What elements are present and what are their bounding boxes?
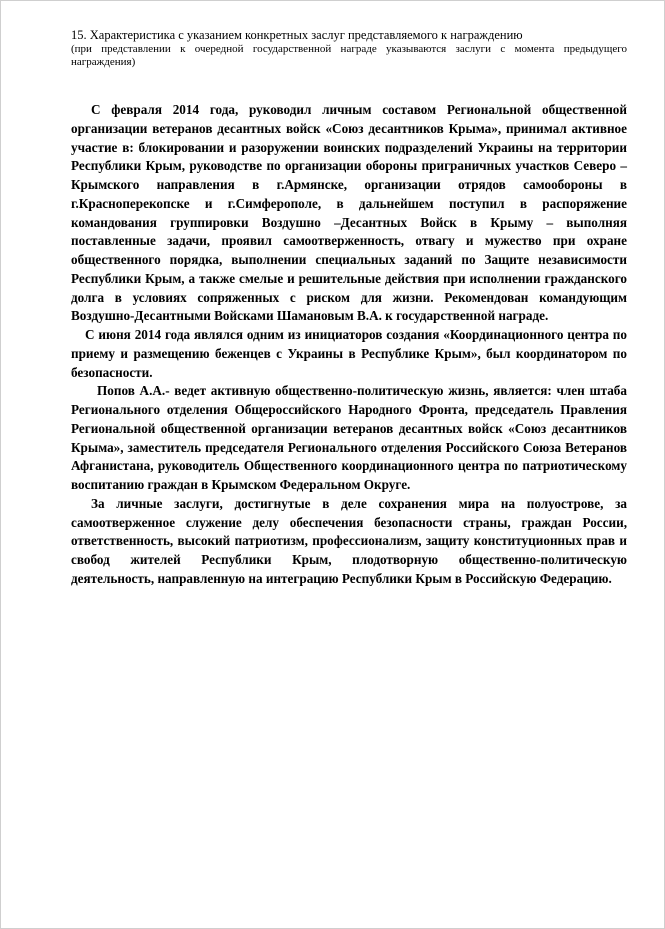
- paragraph-public-activity: Попов А.А.- ведет активную общественно-политическую жизнь, является: член штаба Регионального отделения Общероссийского Народного Фронта, председатель Правления Региональной общественной организации ветеранов десантных войск «Союз десантников Крыма», заместитель председателя Регионального отделения Российского Союза Ветеранов Афганистана, руководитель Общественного координационного центра по патриотическому воспитанию граждан в Крымском Федеральном Округе.: [71, 383, 627, 492]
- section-title: 15. Характеристика с указанием конкретных заслуг представляемого к награждению: [71, 28, 523, 42]
- paragraph-refugee-center: С июня 2014 года являлся одним из инициаторов создания «Координационного центра по приему и размещению беженцев с Украины в Республике Крым», был координатором по безопасности.: [71, 327, 627, 380]
- section-header: [71, 28, 627, 68]
- paragraph-merits: За личные заслуги, достигнутые в деле сохранения мира на полуострове, за самоотверженное служение делу обеспечения безопасности страны, граждан России, ответственность, высокий патриотизм, профессионализм, защиту конституционных прав и свобод жителей Республики Крым, плодотворную общественно-политическую деятельность, направленную на интеграцию Республики Крым в Российскую Федерацию.: [71, 495, 627, 586]
- section-note: (при представлении к очередной государственной награде указываются заслуги с момента предыдущего награждения): [71, 43, 627, 68]
- document-body: [71, 101, 627, 589]
- paragraph-service-2014: С февраля 2014 года, руководил личным составом Региональной общественной организации ветеранов десантных войск «Союз десантников Крыма», принимал активное участие в: блокировании и разоружении воинских подразделений Украины на территории Республики Крым, руководстве по организации обороны приграничных участков Северо – Крымского направления в г.Армянске, организации отрядов самообороны в г.Красноперекопске и г.Симферополе, в дальнейшем поступил в распоряжение командования группировки Воздушно –Десантных Войск в Крыму – выполняя поставленные задачи, проявил самоотверженность, отвагу и мужество при охране общественного порядка, выполнении специальных заданий по Защите независимости Республики Крым, а также смелые и решительные действия при исполнении гражданского долга в условиях сопряженных с риском для жизни. Рекомендован командующим Воздушно-Десантными Войсками Шамановым В.А. к государственной награде.: [71, 102, 627, 324]
